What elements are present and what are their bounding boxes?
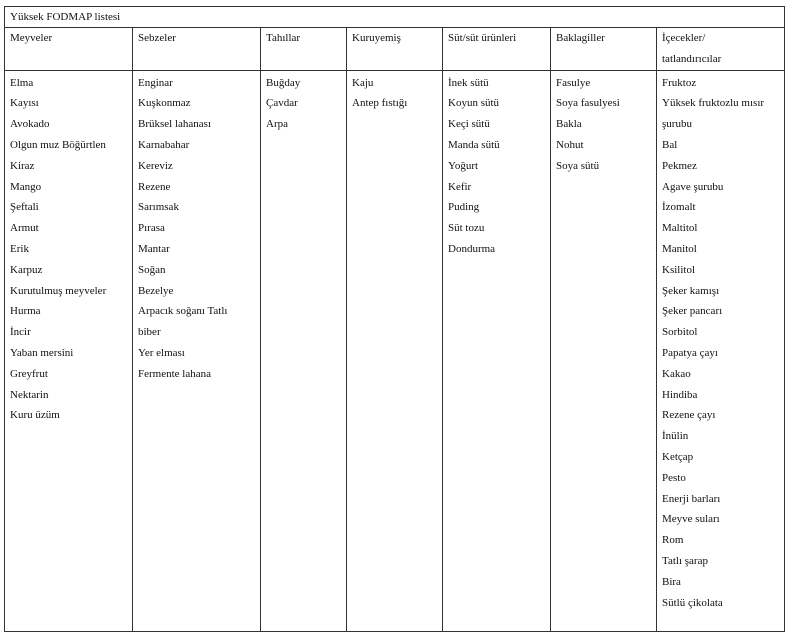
list-item: Mantar <box>138 242 170 255</box>
column-header-label: Meyveler <box>10 32 53 44</box>
list-item: Kuşkonmaz <box>138 97 191 110</box>
column-header-label: İçecekler/ <box>662 32 706 44</box>
list-item: Karnabahar <box>138 138 190 151</box>
column-header-label: Tahıllar <box>266 32 301 44</box>
column-header-kuruyemis <box>347 28 443 71</box>
list-item: Karpuz <box>10 263 43 276</box>
list-item: Manda sütü <box>448 138 500 151</box>
list-item: Şeftali <box>10 201 39 214</box>
list-item: Süt tozu <box>448 222 485 235</box>
list-item: Keçi sütü <box>448 118 490 131</box>
list-item: Kakao <box>662 367 691 380</box>
column-header-icecekler <box>657 28 785 71</box>
column-header-sebzeler <box>133 28 261 71</box>
list-item: Hurma <box>10 305 41 318</box>
list-item: Greyfrut <box>10 367 48 380</box>
list-item: İnek sütü <box>448 76 489 89</box>
list-item: Hindiba <box>662 388 698 401</box>
list-item: Kayısı <box>10 97 39 110</box>
title-row <box>5 7 785 28</box>
list-item: Sütlü çikolata <box>662 596 723 609</box>
list-item: Sorbitol <box>662 326 698 339</box>
list-item: Fasulye <box>556 76 591 89</box>
list-item: İncir <box>10 326 31 339</box>
list-item: Pırasa <box>138 222 165 235</box>
list-item: İnülin <box>662 430 689 443</box>
list-item: Enerji barları <box>662 492 721 505</box>
list-item: Puding <box>448 201 480 214</box>
list-item: Antep fıstığı <box>352 97 408 110</box>
list-item: Bakla <box>556 118 582 131</box>
list-item: Mango <box>10 180 42 193</box>
list-item: Soya sütü <box>556 159 600 172</box>
list-item: Olgun muz Böğürtlen <box>10 138 106 151</box>
list-item: İzomalt <box>662 201 696 214</box>
column-header-meyveler <box>5 28 133 71</box>
table-title: Yüksek FODMAP listesi <box>5 7 785 28</box>
list-item: Elma <box>10 76 34 89</box>
list-item: Agave şurubu <box>662 180 724 193</box>
list-item: Kuru üzüm <box>10 409 60 422</box>
list-item: Bal <box>662 138 678 151</box>
list-item: Armut <box>10 222 39 235</box>
list-item: Tatlı şarap <box>662 554 708 567</box>
list-item: Çavdar <box>266 97 298 110</box>
list-item: Şeker pancarı <box>662 305 723 318</box>
column-header-tahillar <box>261 28 347 71</box>
column-header-sut-urunleri <box>443 28 551 71</box>
column-items <box>443 70 551 631</box>
header-row <box>5 28 785 71</box>
column-items <box>551 70 657 631</box>
list-item: Fermente lahana <box>138 367 211 380</box>
column-header-label: Kuruyemiş <box>352 32 401 44</box>
fodmap-table <box>4 6 785 632</box>
list-item: Yer elması <box>138 346 185 359</box>
column-header-label: Baklagiller <box>556 32 605 44</box>
list-item: Erik <box>10 242 29 255</box>
list-item: Yüksek fruktozlu mısır <box>662 97 765 110</box>
list-item: Ksilitol <box>662 263 696 276</box>
list-item: Avokado <box>10 118 50 131</box>
list-item: Pekmez <box>662 159 697 172</box>
list-item: Dondurma <box>448 242 496 255</box>
column-items <box>5 70 133 631</box>
list-item: Kiraz <box>10 159 35 172</box>
list-item: Arpacık soğanı Tatlı biber <box>138 305 228 339</box>
list-item: Rom <box>662 534 684 547</box>
list-item: Koyun sütü <box>448 97 500 110</box>
column-items <box>347 70 443 631</box>
items-row <box>5 70 785 631</box>
list-item: Brüksel lahanası <box>138 118 212 131</box>
list-item: Kurutulmuş meyveler <box>10 284 107 297</box>
list-item: Kereviz <box>138 159 173 172</box>
list-item: Yaban mersini <box>10 346 74 359</box>
column-header-label: Sebzeler <box>138 32 176 44</box>
list-item: Maltitol <box>662 222 698 235</box>
list-item: Meyve suları <box>662 513 720 526</box>
list-item: Arpa <box>266 118 288 131</box>
column-header-label-line2: tatlandırıcılar <box>662 52 722 65</box>
column-items <box>133 70 261 631</box>
list-item: Buğday <box>266 76 301 89</box>
list-item: Manitol <box>662 242 697 255</box>
column-header-baklagiller <box>551 28 657 71</box>
list-item: Rezene çayı <box>662 409 716 422</box>
list-item: Kefir <box>448 180 472 193</box>
list-item: Fruktoz <box>662 76 697 89</box>
list-item: Sarımsak <box>138 201 179 214</box>
list-item: Soya fasulyesi <box>556 97 620 110</box>
column-items <box>657 70 785 631</box>
list-item: şurubu <box>662 118 692 131</box>
list-item: Şeker kamışı <box>662 284 720 297</box>
list-item: Rezene <box>138 180 171 193</box>
list-item: Kaju <box>352 76 374 89</box>
list-item: Bira <box>662 575 681 588</box>
list-item: Pesto <box>662 471 686 484</box>
list-item: Bezelye <box>138 284 174 297</box>
column-items <box>261 70 347 631</box>
column-header-label: Süt/süt ürünleri <box>448 32 517 44</box>
list-item: Papatya çayı <box>662 346 718 359</box>
list-item: Nektarin <box>10 388 49 401</box>
list-item: Yoğurt <box>448 159 479 172</box>
list-item: Ketçap <box>662 450 694 463</box>
list-item: Nohut <box>556 138 584 151</box>
list-item: Enginar <box>138 76 173 89</box>
list-item: Soğan <box>138 263 166 276</box>
